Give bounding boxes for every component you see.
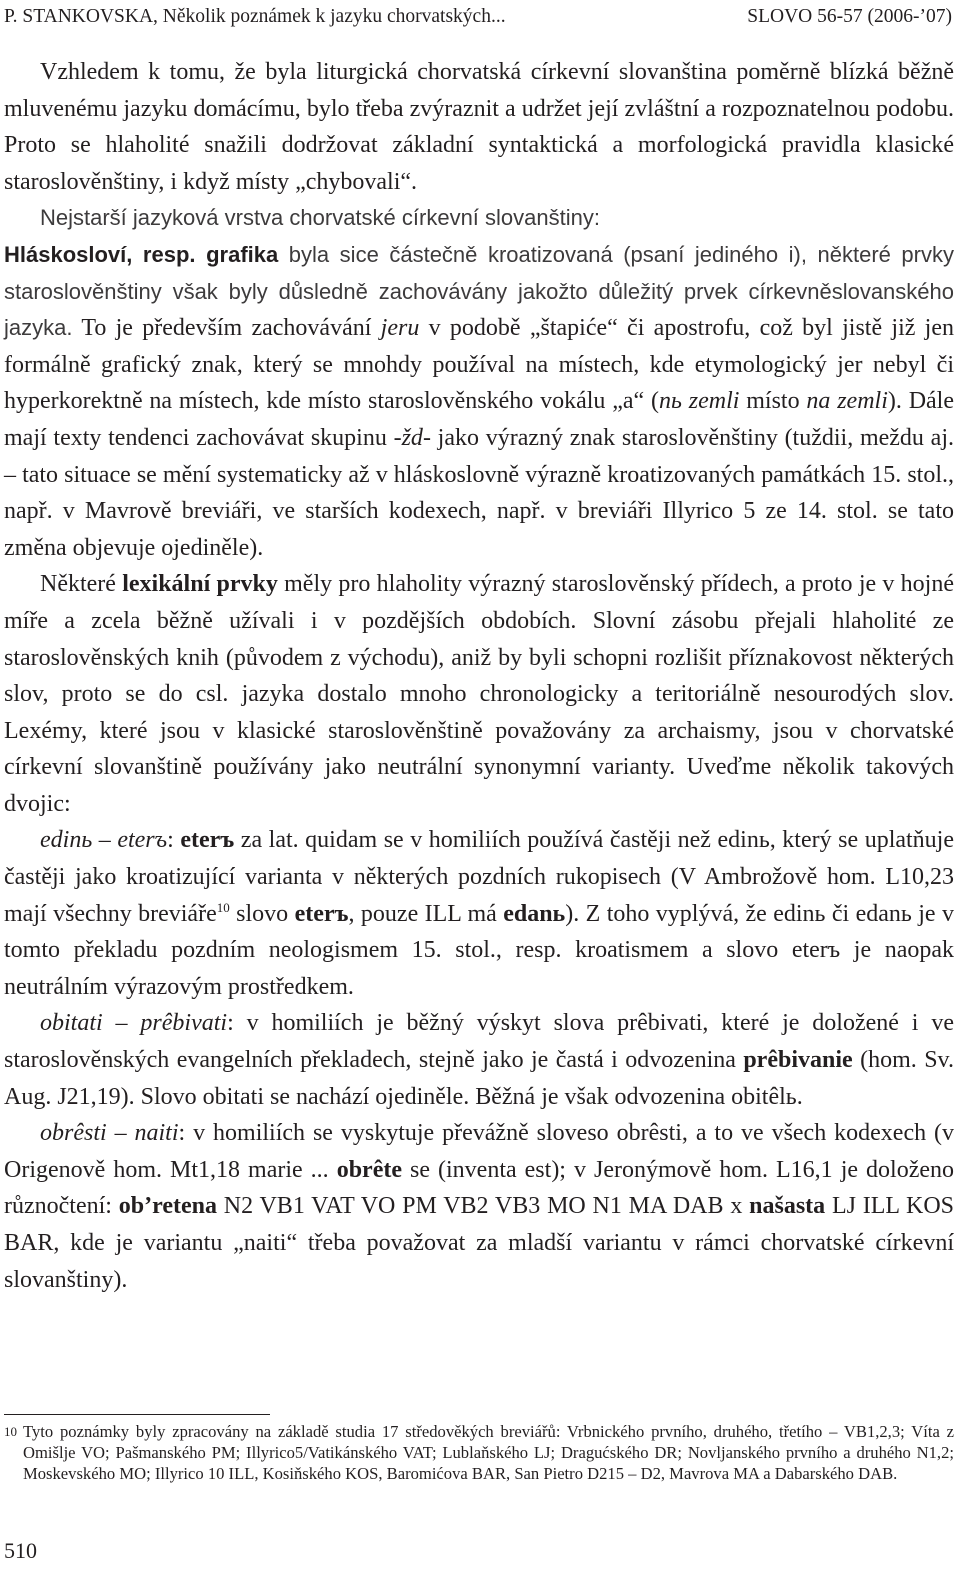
term-phonology: Hláskosloví, resp. xyxy=(4,241,196,267)
footnote-separator xyxy=(4,1414,270,1415)
running-header xyxy=(4,6,952,30)
term-graphics: grafika xyxy=(206,241,279,267)
section-heading: Nejstarší jazyková vrstva chorvatské církevní slovanštiny: xyxy=(40,205,600,231)
footnote xyxy=(4,1421,954,1485)
paragraph-phonology: Hláskosloví, resp. grafika byla sice částečně kroatizovaná (psaní jediného i), některé prvky staroslověnštiny však byly důsledně zachovávány jakožto důležitý prvek církevněslovanského jazyka. To je především zachovávání jeru v podobě „štapiće“ či apostrofu, což byl jistě již jen formálně grafický znak, který se mnohdy používal na místech, kde etymologický jer nebyl či hyperkorektně na místech, kde místo staroslověnského vokálu „a“ (nь zemli místo na zemli). Dále mají texty tendenci zachovávat skupinu -žd- jako výrazný znak staroslověnštiny (tuždii, meždu aj. – tato situace se mění systematicky až v hláskoslovně výrazně kroatizovaných památkách 15. stol., např. v Mavrově breviáři, ve starších kodexech, např. v breviáři Illyrico 5 ze 14. stol. se tato změna objevuje ojediněle). xyxy=(4,241,955,561)
paragraph-obitati-prebivati: obitati – prêbivati: v homiliích je běžný výskyt slova prêbivati, které je doložené i ve staroslověnských evangelních překladech, stejně jako je častá i odvozenina prêbivanie (hom. Sv. Aug. J21,19). Slovo obitati se nachází ojediněle. Běžná je však odvozenina obitêlь. xyxy=(4,1010,954,1110)
footnote-text: Tyto poznámky byly zpracovány na základě studia 17 středověkých breviářů: Vrbnického prvního, druhého, třetího – VB1,2,3; Víta z Omišlje VO; Pašmanského PM; Illyrico5/Vatikánského VAT; Lublaňského LJ; Dragućského DR; Novljanského prvního a druhého N1,2; Moskevského MO; Illyrico 10 ILL, Kosiňského KOS, Baromićova BAR, San Pietro D215 – D2, Mavrova MA a Dabarského DAB. xyxy=(23,1422,954,1484)
paragraph-lexical: Některé lexikální prvky měly pro hlaholity výrazný staroslověnský přídech, a proto je v hojné míře a zcela běžně užívali i v pozdějších obdobích. Slovní zásobu přejali hlaholité ze staroslověnských knih (původem z východu), aniž by byli schopni rozlišit příznakovost některých slov, proto se do csl. jazyka dostalo mnoho chronologicky a teritoriálně nesourodých slov. Lexémy, které jsou v klasické staroslověnštině považovány za archaismy, jsou v chorvatské církevní slovanštině používány jako neutrální synonymní varianty. Uveďme několik takových dvojic: xyxy=(4,571,954,817)
footnote-reference[interactable]: 10 xyxy=(216,899,230,915)
header-journal-issue: SLOVO 56-57 (2006-’07) xyxy=(747,6,952,27)
paragraph-1: Vzhledem k tomu, že byla liturgická chorvatská církevní slovanština poměrně blízká běžně mluvenému jazyku domácímu, bylo třeba zvýraznit a udržet její zvláštní a rozpoznatelnou podobu. Proto se hlaholité snažili dodržovat základní syntaktická a morfologická pravidla klasické staroslověnštiny, i když místy „chybovali“. xyxy=(4,59,954,195)
footnote-number: 10 xyxy=(4,1424,17,1439)
header-author-title: P. STANKOVSKA, Několik poznámek k jazyku chorvatských... xyxy=(4,6,506,27)
main-text xyxy=(4,54,954,1298)
paragraph-edin-eter: edinь – eterъ: eterъ za lat. quidam se v homiliích používá častěji než edinь, který se uplatňuje častěji jako kroatizující varianta v některých pozdních rukopisech (V Ambrožově hom. L10,23 mají všechny breviáře$^{10}$ slovo eterъ, pouze ILL má edanь). Z toho vyplývá, že edinь či edanь je v tomto překladu pozdním neologismem 15. stol., resp. kroatismem a slovo eterъ je naopak neutrálním výrazovým prostředkem. xyxy=(4,827,954,1000)
page-number: 510 xyxy=(4,1538,37,1563)
paragraph-obresti-naiti: obrêsti – naiti: v homiliích se vyskytuje převážně sloveso obrêsti, a to ve všech kodexech (v Origenově hom. Mt1,18 marie ... obrête se (inventa est); v Jeronýmově hom. L16,1 je doloženo různočtení: ob’retena N2 VB1 VAT VO PM VB2 VB3 MO N1 MA DAB x našasta LJ ILL KOS BAR, kde je variantu „naiti“ třeba považovat za mladší variantu v rámci chorvatské církevní slovanštiny). xyxy=(4,1120,955,1293)
term-lexical-elements: lexikální prvky xyxy=(122,571,278,598)
